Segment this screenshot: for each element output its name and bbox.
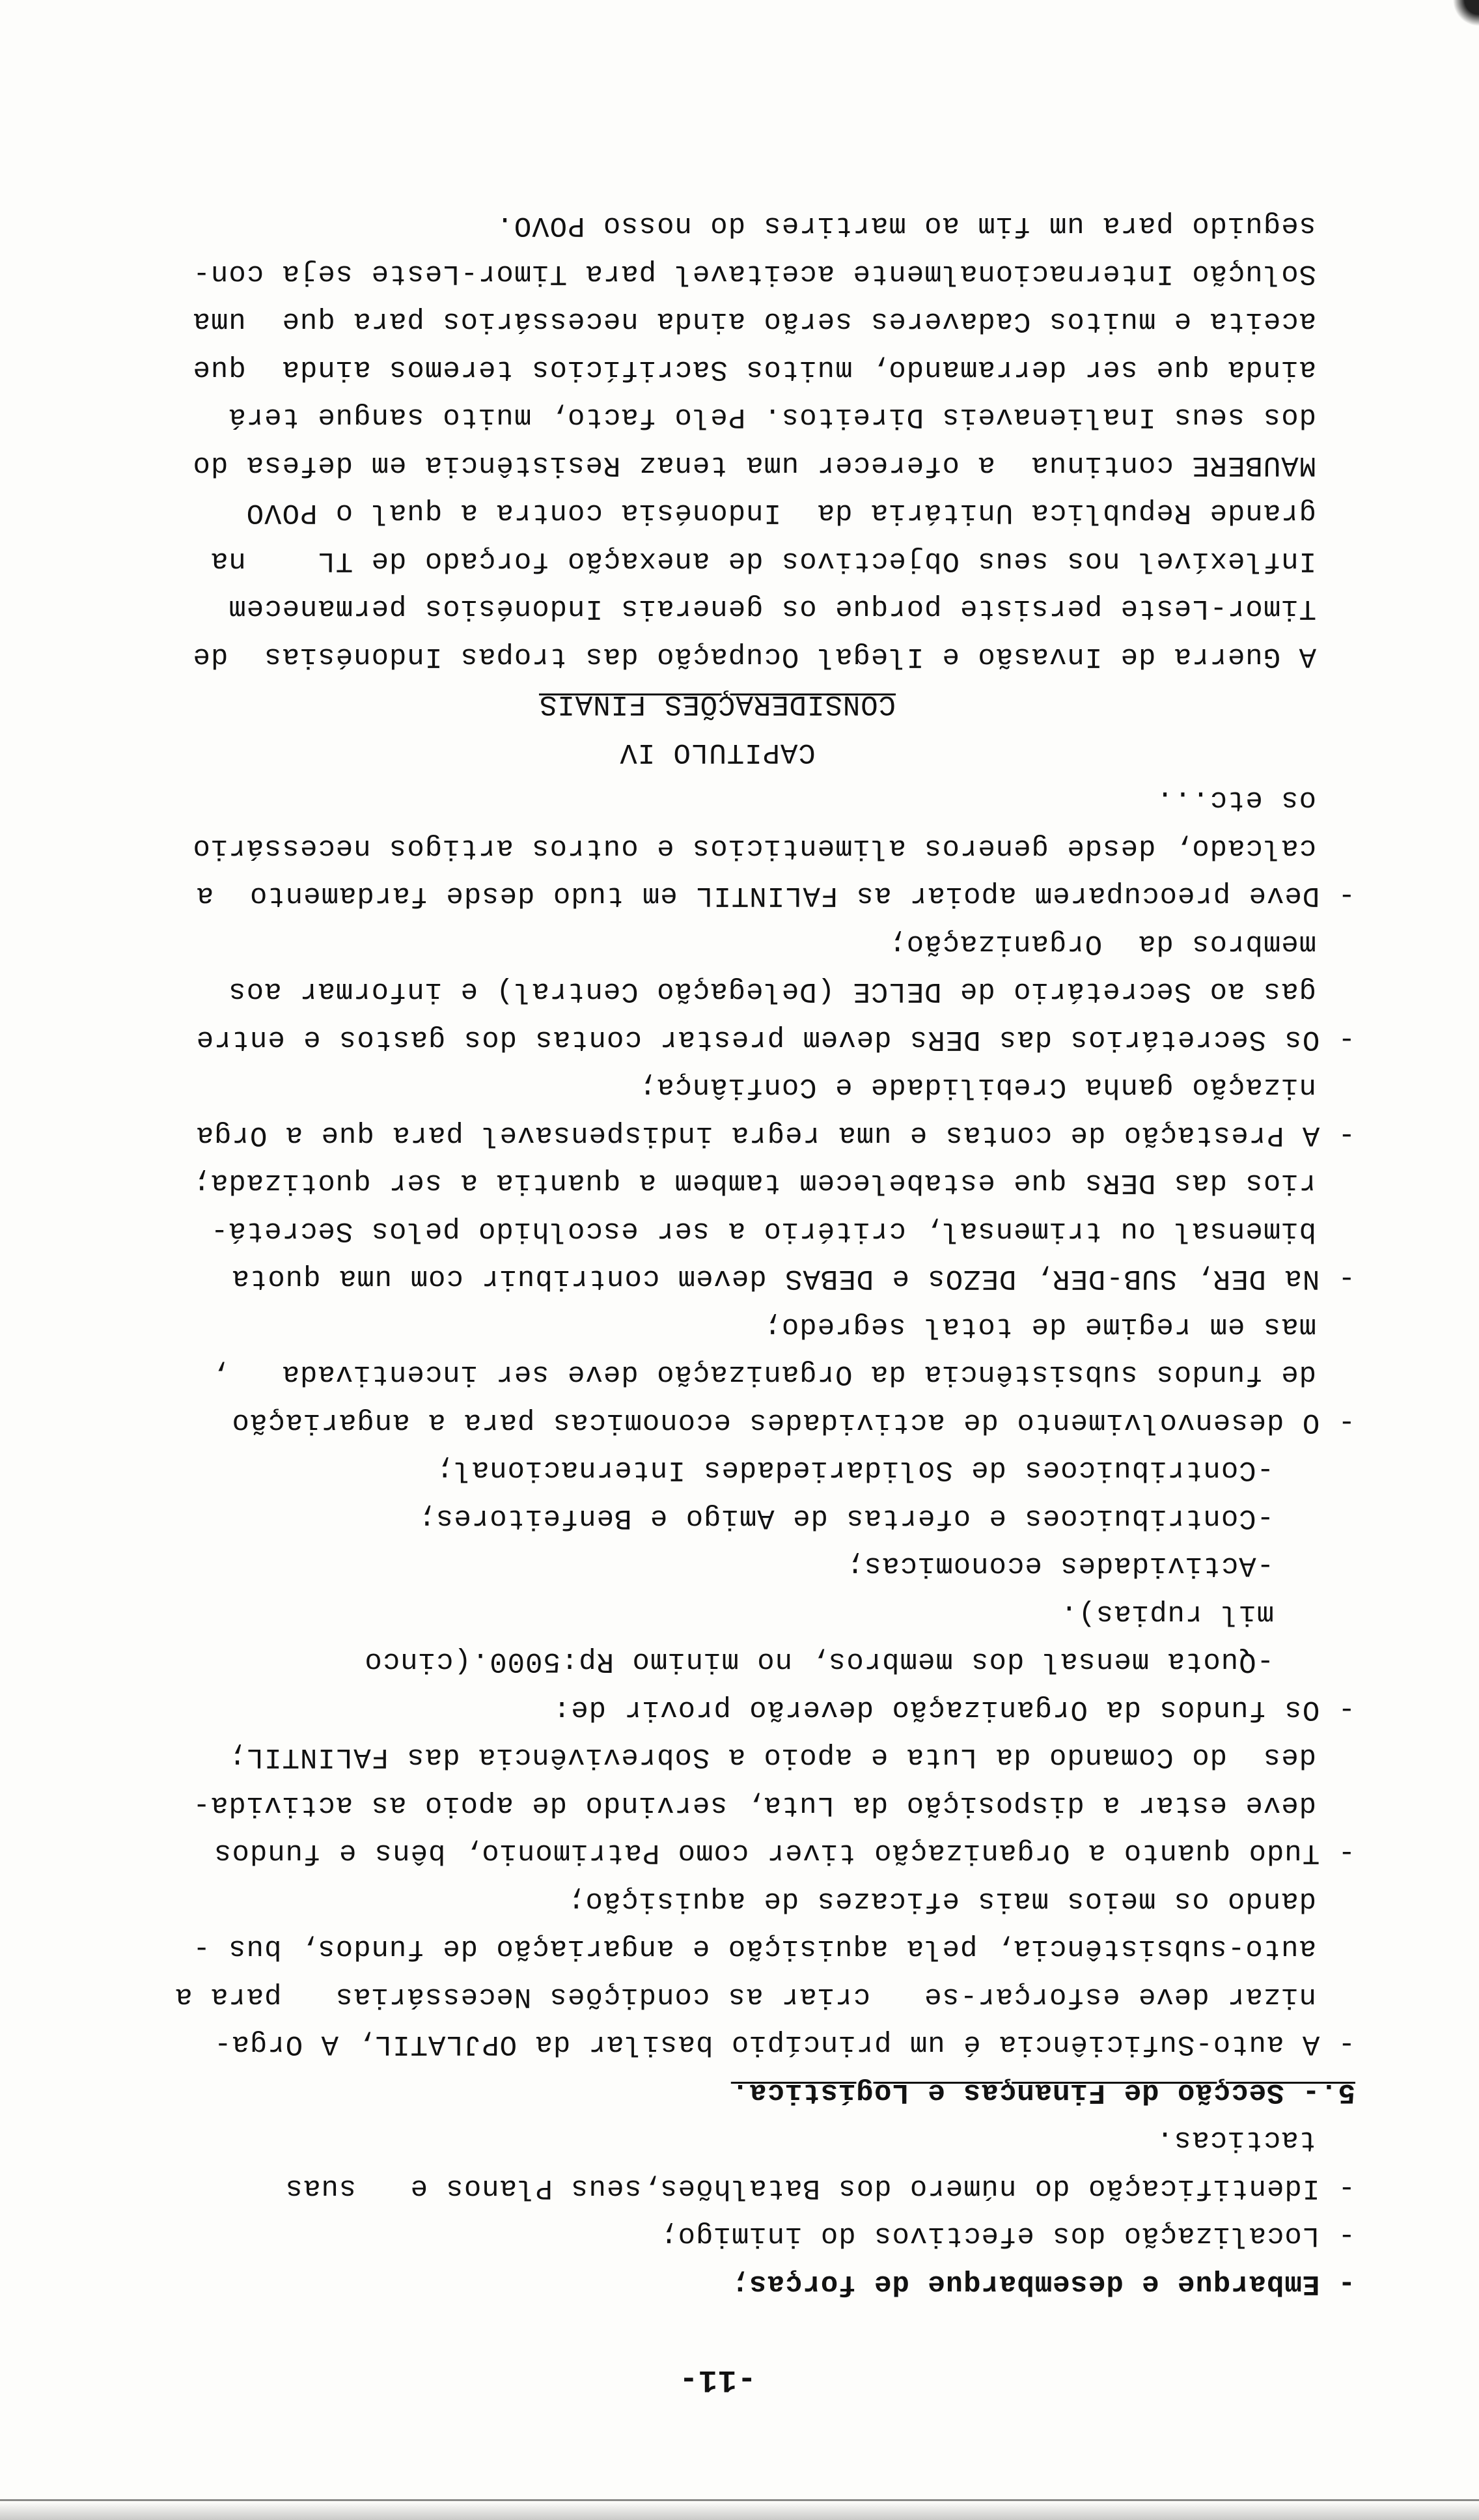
text-line: membros da Organização; [888,927,1316,960]
text-line: gas ao Secretário de DELCE (Delegação Central) e informar aos [228,975,1316,1008]
spacer [79,2307,1355,2355]
text-line: Inflexível nos seus Objectivos de anexação forçado de TL na [210,544,1316,577]
text-line: - Na DER, SUB-DER, DEZOs e DEBAS devem contribuir com uma quota [231,1262,1355,1295]
text-line: - Os fundos da Organização deverão provir de: [552,1693,1355,1726]
text-line: dos seus Inalienaveis Direitos. Pelo facto, muito sangue terá [228,400,1316,434]
text-line: auto-subsistência, pela aquisição e angariação de fundos, bus - [192,1932,1316,1965]
section-heading: 5.- Secção de Finanças e Logística. [730,2076,1355,2108]
text-line: -Actividades economicas; [846,1549,1274,1582]
text-line: -Quota mensal dos membros, no minimo Rp:5000.(cinco [364,1645,1274,1678]
text-line: - Tudo quanto a Organização tiver como Patrimonio, bêns e fundos [214,1836,1355,1869]
text-line: grande Republica Unitária da Indonésia contra a qual o POVO [245,496,1316,529]
scan-corner-mark [1433,0,1479,46]
text-line: - Os Secretários das DERs devem prestar contas dos gastos e entre [195,1023,1355,1056]
document-body [79,201,1355,2403]
text-line: os etc... [1155,783,1316,817]
text-line: aceita e muitos Cadaveres serão ainda necessários para que uma [192,305,1316,338]
text-line: - Localização dos efectivos do inimigo; [659,2219,1355,2252]
scan-edge-rule [0,2499,1479,2501]
text-line: tacticas. [1155,2123,1316,2157]
text-line: seguido para um fim ao martires do nosso POVO. [495,209,1316,242]
text-line: nizar deve esforçar-se criar as condições Necessárias para a [174,1980,1316,2013]
text-line: bimensal ou trimensal, critério a ser escolhido pelos Secretá- [210,1214,1316,1247]
text-line: Timor-Leste persiste porque os generais Indonésios permanecem [228,592,1316,625]
text-line: - Deve preocuparem apoiar as FALINTIL em tudo desde fardamento a [195,879,1355,912]
text-line: ainda que ser derramando, muitos Sacrifícios teremos ainda que [192,353,1316,385]
text-line: rios das DERs que estabelecem tambem a quantia a ser quotizada; [192,1166,1316,1199]
text-line: des do Comando da Luta e apoio a Sobrevivência das FALINTIL; [228,1741,1316,1774]
text-line: -Contribuicoes e ofertas de Amigo e Benfeitores; [417,1502,1274,1534]
text-line: calcado, desde generos alimenticios e outros artigos necessário [192,832,1316,864]
text-line: de fundos subsistência da Organização deve ser incentivada , [210,1358,1316,1391]
text-line: dando os meios mais eficazes de aquisição; [567,1884,1316,1917]
text-line: - A Prestação de contas e uma regra indispensavel para que a Orga [195,1119,1355,1151]
scan-edge-shadow [0,2502,1479,2520]
text-line: mas em regime de total segredo; [763,1310,1316,1343]
text-line: nização ganha Crebilidade e Confiânça; [638,1071,1316,1104]
chapter-title: CAPITULO IV [619,736,816,768]
text-line: Solução Internacionalmente aceitavel para Timor-Leste seja con- [192,257,1316,290]
text-line: - Identificação do número dos Batalhões,seus Planos e suas [284,2172,1355,2204]
text-line: - Embarque e desembarque de forças; [730,2267,1355,2300]
text-line: - A auto-Suficiência é um princípio basilar da OPJLATIL, A Orga- [214,2028,1355,2061]
text-line: mil rupias). [1060,1597,1274,1630]
text-line: - O desenvolvimento de actividades economicas para a angariação [231,1406,1355,1438]
text-line: A Guerra de Invasão e Ilegal Ocupação das tropas Indonésias de [192,640,1316,673]
page-number: -11- [678,2362,756,2397]
chapter-subtitle: CONSIDERAÇÕES FINAIS [538,688,896,721]
text-line: MAUBERE continua a oferecer uma tenaz Resistência em defesa do [192,449,1316,481]
text-line: -Contribuicoes de Solidariedades Internacional; [435,1453,1274,1487]
text-line: deve estar a disposição da Luta, servindo de apoio as activida- [192,1789,1316,1821]
